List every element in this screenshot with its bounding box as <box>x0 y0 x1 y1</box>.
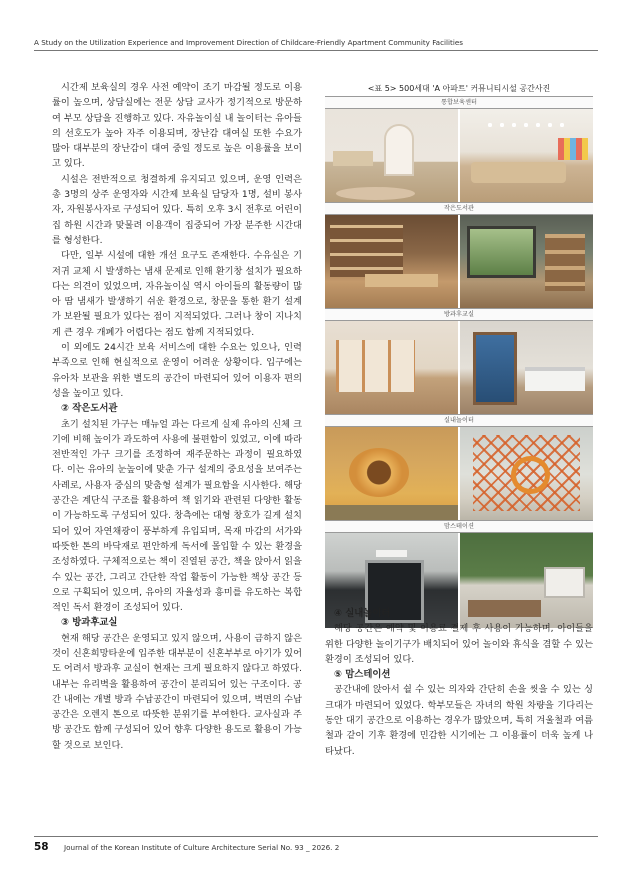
section-subheading: ② 작은도서관 <box>61 403 118 415</box>
photo-block-small-library <box>325 202 593 310</box>
right-column <box>325 606 593 759</box>
photo-playground-tunnel <box>325 427 458 522</box>
photo-label: 방과후교실 <box>325 308 593 321</box>
footer-rule <box>34 836 598 837</box>
body-paragraph: 시설은 전반적으로 청결하게 유지되고 있으며, 운영 인력은 총 3명의 상주 운영자와 시간제 보육실 담당자 1명, 설비 봉사자, 자원봉사자로 구성되어 있다. 특히 오후 3시 전후로 어린이집 하원 시간과 맞물려 이용객이 집중되어 가장 분주한 시간대를 형성한다. <box>52 173 302 246</box>
photo-library-shelves <box>325 215 458 310</box>
section-subheading: ③ 방과후교실 <box>61 617 118 629</box>
photo-library-window <box>460 215 593 310</box>
photo-playground-net <box>460 427 593 522</box>
table-caption: <표 5> 500세대 'A 아파트' 커뮤니티시설 공간사진 <box>367 84 551 93</box>
section-subheading: ⑤ 맘스테이션 <box>334 669 391 681</box>
photo-block-indoor-playground <box>325 414 593 522</box>
photo-classroom-cabinets <box>325 321 458 416</box>
running-title: A Study on the Utilization Experience and Improvement Direction of Childcare-Friendly Apartment Community Facilities <box>34 38 463 47</box>
photo-label: 맘스테이션 <box>325 520 593 533</box>
body-paragraph: 현재 해당 공간은 운영되고 있지 않으며, 사용이 금하지 않은 것이 신혼희망타운에 입주한 대부분이 신혼부부로 아기가 있어도 어려서 방과후 교실이 현재는 크게 필요하지 않다고 하였다. 내부는 유리벽을 활용하여 공간이 분리되어 있는 구조이다. 공간 내에는 개별 방과 수납공간이 마련되어 있으며, 벽면의 수납공간은 오렌지 톤으로 따뜻한 분위기를 부여한다. 교사실과 주방 공간도 함께 구성되어 있어 향후 다양한 용도로 활용이 가능할 것으로 보인다. <box>52 632 302 751</box>
body-paragraph: 공간내에 앉아서 쉴 수 있는 의자와 간단히 손을 씻을 수 있는 싱크대가 마련되어 있었다. 학부모들은 자녀의 학원 차량을 기다리는 동안 대기 공간으로 이용하는 경우가 많았으며, 특히 겨울철과 여름철과 같이 기후 환경에 민감한 시기에는 그 이용률이 더욱 높게 나타났다. <box>325 684 593 757</box>
page-number: 58 <box>34 841 49 853</box>
body-paragraph: 다만, 일부 시설에 대한 개선 요구도 존재한다. 수유실은 기저귀 교체 시 발생하는 냄새 문제로 인해 환기창 설치가 필요하다는 의견이 있었으며, 자유놀이실 역시 아이들의 활동량이 많아 땀 냄새가 발생하기 쉬운 환경으로, 창문을 통한 환기 설계가 보완될 필요가 있다는 점이 지적되었다. 그러나 창이 지나치게 큰 경우 개폐가 어렵다는 점도 함께 지적되었다. <box>52 250 302 338</box>
header-rule <box>34 50 598 51</box>
body-paragraph: 해당 공간은 예약 및 이용료 결제 후 사용이 가능하며, 아이들을 위한 다양한 놀이기구가 배치되어 있어 놀이와 휴식을 겸할 수 있는 환경이 조성되어 있다. <box>325 623 593 665</box>
photo-label: 통합보육센터 <box>325 96 593 109</box>
body-paragraph: 이 외에도 24시간 보육 서비스에 대한 수요는 있으나, 인력 부족으로 인해 현실적으로 운영이 어려운 상황이다. 입구에는 유아차 보관을 위한 별도의 공간이 마련되어 있어 이용자 편의성을 높이고 있다. <box>52 342 302 399</box>
photo-block-childcare-center <box>325 96 593 204</box>
body-paragraph: 시간제 보육실의 경우 사전 예약이 조기 마감될 정도로 이용률이 높으며, 상담실에는 전문 상담 교사가 정기적으로 방문하여 부모 상담을 진행하고 있다. 자유놀이실 내 놀이터는 유아들의 선호도가 높아 자주 이용되며, 장난감 대여실 또한 수요가 많아 대부분의 장난감이 대여 중일 정도로 높은 이용률을 보이고 있다. <box>52 82 302 170</box>
body-paragraph: 초기 설치된 가구는 매뉴얼 과는 다르게 실제 유아의 신체 크기에 비해 높이가 과도하여 사용에 불편함이 있었고, 이에 따라 전반적인 가구 크기를 조정하여 재주문하는 과정이 필요하였다. 이는 유아의 눈높이에 맞춘 가구 설계의 중요성을 보여주는 사례로, 사용자 중심의 맞춤형 설계가 필요함을 시사한다. 해당 공간은 계단식 구조를 활용하여 책 읽기와 관련된 다양한 활동이 가능하도록 구성되어 있다. 창측에는 대형 창호가 길게 설치되어 있어 자연채광이 풍부하게 유입되며, 목재 마감의 서가와 따뜻한 톤의 바닥재로 편안하게 독서에 몰입할 수 있는 환경을 조성하였다. 구체적으로는 책이 진열된 공간, 책을 앉아서 읽을 수 있는 공간, 그리고 간단한 작업 활동이 가능한 책상 공간 등으로 구획되어 있으며, 유아의 자율성과 흥미를 유도하는 복합적인 독서 환경이 조성되어 있다. <box>52 418 302 614</box>
photo-label: 작은도서관 <box>325 202 593 215</box>
section-subheading: ④ 실내놀이터 <box>334 608 391 619</box>
photo-label: 실내놀이터 <box>325 414 593 427</box>
photo-childcare-play-area <box>460 109 593 204</box>
journal-info: Journal of the Korean Institute of Culture Architecture Serial No. 93 _ 2026. 2 <box>64 843 340 852</box>
photo-classroom-kitchen <box>460 321 593 416</box>
photo-block-after-school <box>325 308 593 416</box>
left-column <box>52 80 302 753</box>
photo-childcare-room <box>325 109 458 204</box>
